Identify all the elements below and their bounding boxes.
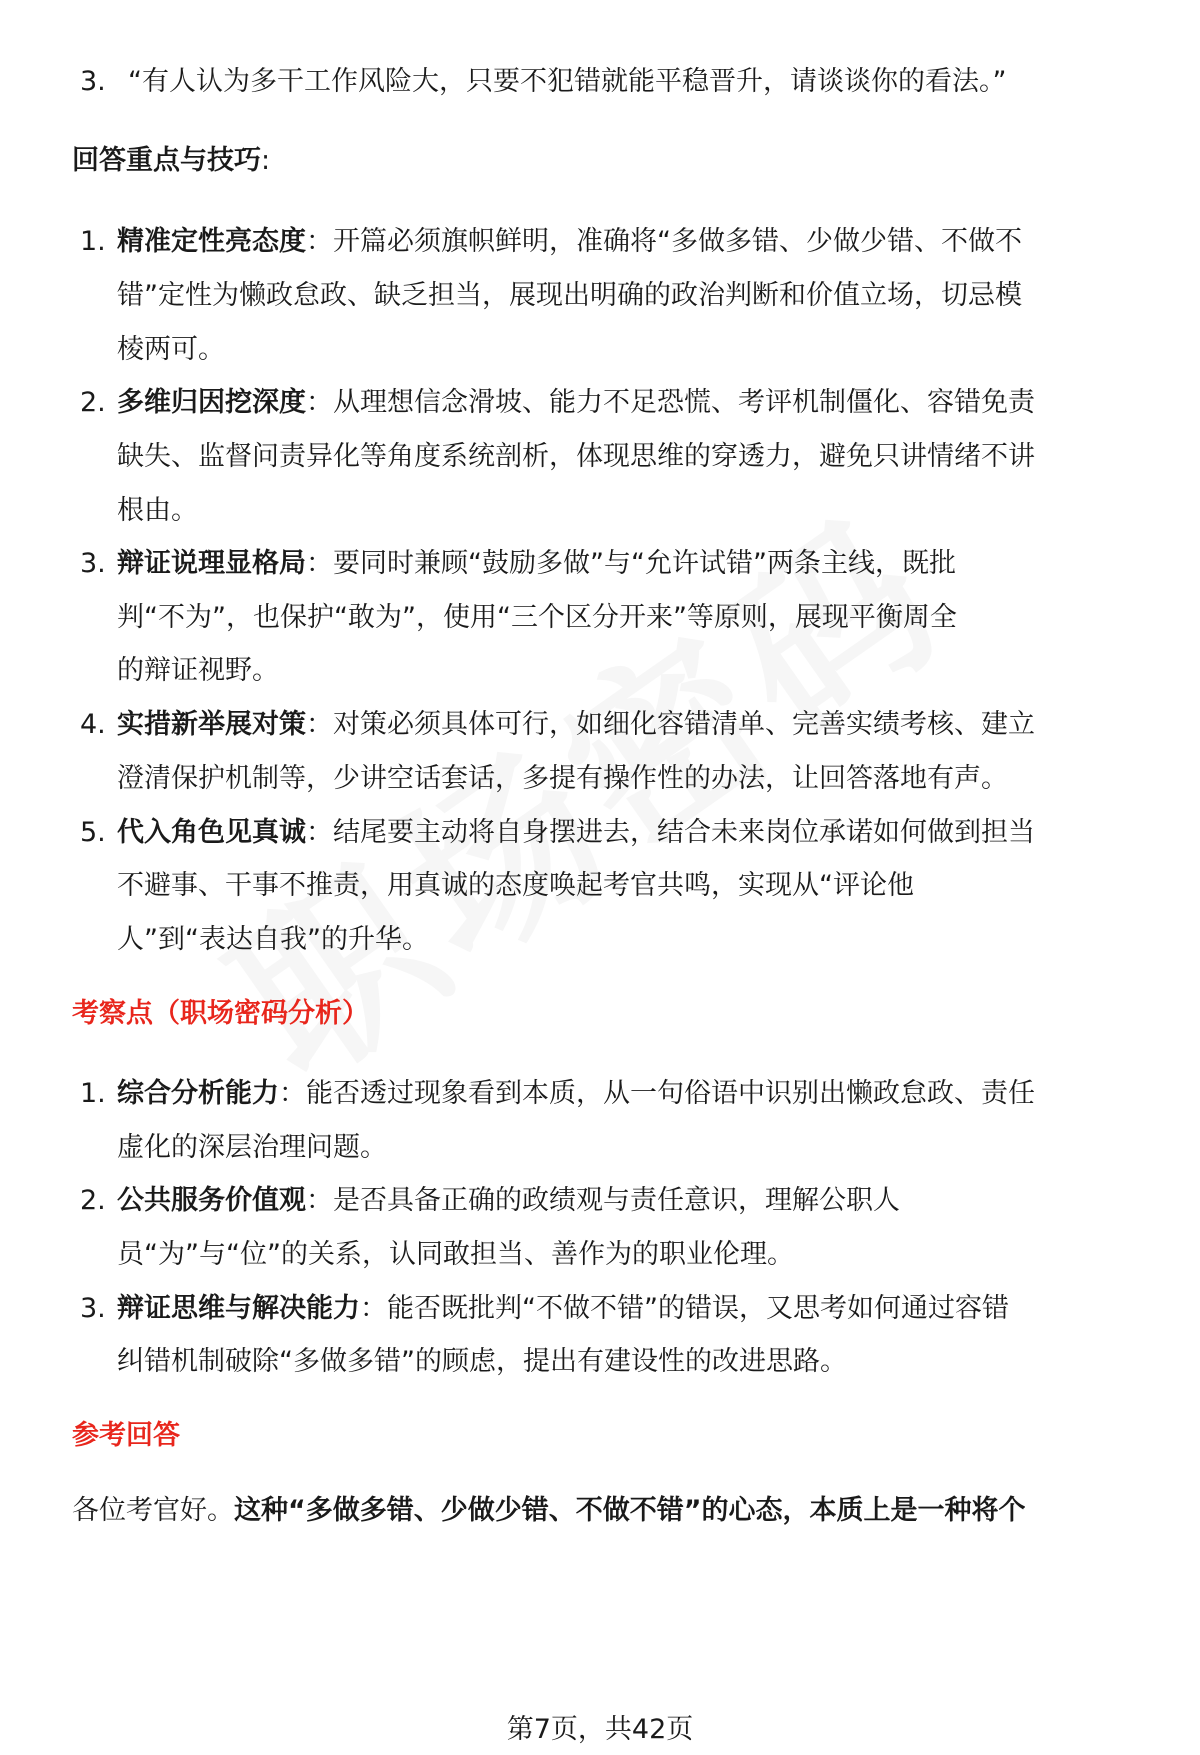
list-item-title: 辩证思维与解决能力 bbox=[117, 1293, 360, 1324]
list-item-title: 辩证说理显格局 bbox=[117, 548, 306, 579]
list-item-line bbox=[117, 815, 1035, 851]
list-item-text: ：对策必须具体可行，如细化容错清单、完善实绩考核、建立 bbox=[306, 709, 1035, 740]
list-item-text: ：要同时兼顾“鼓励多做”与“允许试错”两条主线，既批 bbox=[306, 548, 956, 579]
list-item-title: 代入角色见真诚 bbox=[117, 817, 306, 848]
reference-answer-paragraph bbox=[72, 1493, 1026, 1529]
list-item-title: 精准定性亮态度 bbox=[117, 226, 306, 257]
list-item-line bbox=[117, 385, 1035, 421]
section-heading-techniques bbox=[72, 143, 270, 179]
list-item-line bbox=[117, 707, 1035, 743]
list-item-line bbox=[117, 546, 956, 582]
section-heading-assessment: 考察点（职场密码分析） bbox=[72, 998, 369, 1029]
reference-answer-bold-text: 这种“多做多错、少做少错、不做不错”的心态，本质上是一种将个 bbox=[234, 1495, 1026, 1526]
list-item-text: ：能否透过现象看到本质，从一句俗语中识别出懒政怠政、责任 bbox=[279, 1078, 1035, 1109]
list-item-text: 虚化的深层治理问题。 bbox=[117, 1132, 387, 1163]
list-item-text: ：是否具备正确的政绩观与责任意识，理解公职人 bbox=[306, 1185, 900, 1216]
list-item-number: 3. bbox=[80, 548, 106, 579]
list-item-text: 棱两可。 bbox=[117, 334, 225, 365]
section-heading-reference-answer: 参考回答 bbox=[72, 1420, 180, 1451]
list-item-number: 3. bbox=[80, 1293, 106, 1324]
list-item-text: 的辩证视野。 bbox=[117, 655, 279, 686]
list-item-title: 实措新举展对策 bbox=[117, 709, 306, 740]
list-item-text: 缺失、监督问责异化等角度系统剖析，体现思维的穿透力，避免只讲情绪不讲 bbox=[117, 441, 1035, 472]
list-item-number: 5. bbox=[80, 817, 106, 848]
list-item-text: 不避事、干事不推责，用真诚的态度唤起考官共鸣，实现从“评论他 bbox=[117, 870, 914, 901]
page-number: 第7页，共42页 bbox=[506, 1714, 694, 1745]
list-item-text: 纠错机制破除“多做多错”的顾虑，提出有建设性的改进思路。 bbox=[117, 1346, 847, 1377]
list-item-title: 多维归因挖深度 bbox=[117, 387, 306, 418]
section-heading-colon: : bbox=[261, 145, 271, 176]
list-item-number: 2. bbox=[80, 1185, 106, 1216]
reference-answer-greeting: 各位考官好。 bbox=[72, 1495, 234, 1526]
top-item-text: “有人认为多干工作风险大，只要不犯错就能平稳晋升，请谈谈你的看法。” bbox=[128, 66, 1007, 97]
list-item-line bbox=[117, 1076, 1035, 1112]
list-item-text: ：从理想信念滑坡、能力不足恐慌、考评机制僵化、容错免责 bbox=[306, 387, 1035, 418]
list-item-number: 2. bbox=[80, 387, 106, 418]
list-item-text: 澄清保护机制等，少讲空话套话，多提有操作性的办法，让回答落地有声。 bbox=[117, 763, 1008, 794]
list-item-number: 4. bbox=[80, 709, 106, 740]
list-item-number: 1. bbox=[80, 226, 106, 257]
section-heading-techniques-text: 回答重点与技巧 bbox=[72, 145, 261, 176]
list-item-line bbox=[117, 1183, 900, 1219]
list-item-line bbox=[117, 1291, 1009, 1327]
list-item-number: 1. bbox=[80, 1078, 106, 1109]
list-item-title: 公共服务价值观 bbox=[117, 1185, 306, 1216]
list-item-title: 综合分析能力 bbox=[117, 1078, 279, 1109]
list-item-text: 判“不为”，也保护“敢为”，使用“三个区分开来”等原则，展现平衡周全 bbox=[117, 602, 957, 633]
list-item-text: 错”定性为懒政怠政、缺乏担当，展现出明确的政治判断和价值立场，切忌模 bbox=[117, 280, 1022, 311]
list-item-text: 根由。 bbox=[117, 495, 198, 526]
top-item-number: 3. bbox=[80, 66, 106, 97]
list-item-line bbox=[117, 224, 1022, 260]
list-item-text: 员“为”与“位”的关系，认同敢担当、善作为的职业伦理。 bbox=[117, 1239, 794, 1270]
list-item-text: ：能否既批判“不做不错”的错误，又思考如何通过容错 bbox=[360, 1293, 1009, 1324]
list-item-text: 人”到“表达自我”的升华。 bbox=[117, 924, 429, 955]
list-item-text: ：开篇必须旗帜鲜明，准确将“多做多错、少做少错、不做不 bbox=[306, 226, 1022, 257]
list-item-text: ：结尾要主动将自身摆进去，结合未来岗位承诺如何做到担当 bbox=[306, 817, 1035, 848]
